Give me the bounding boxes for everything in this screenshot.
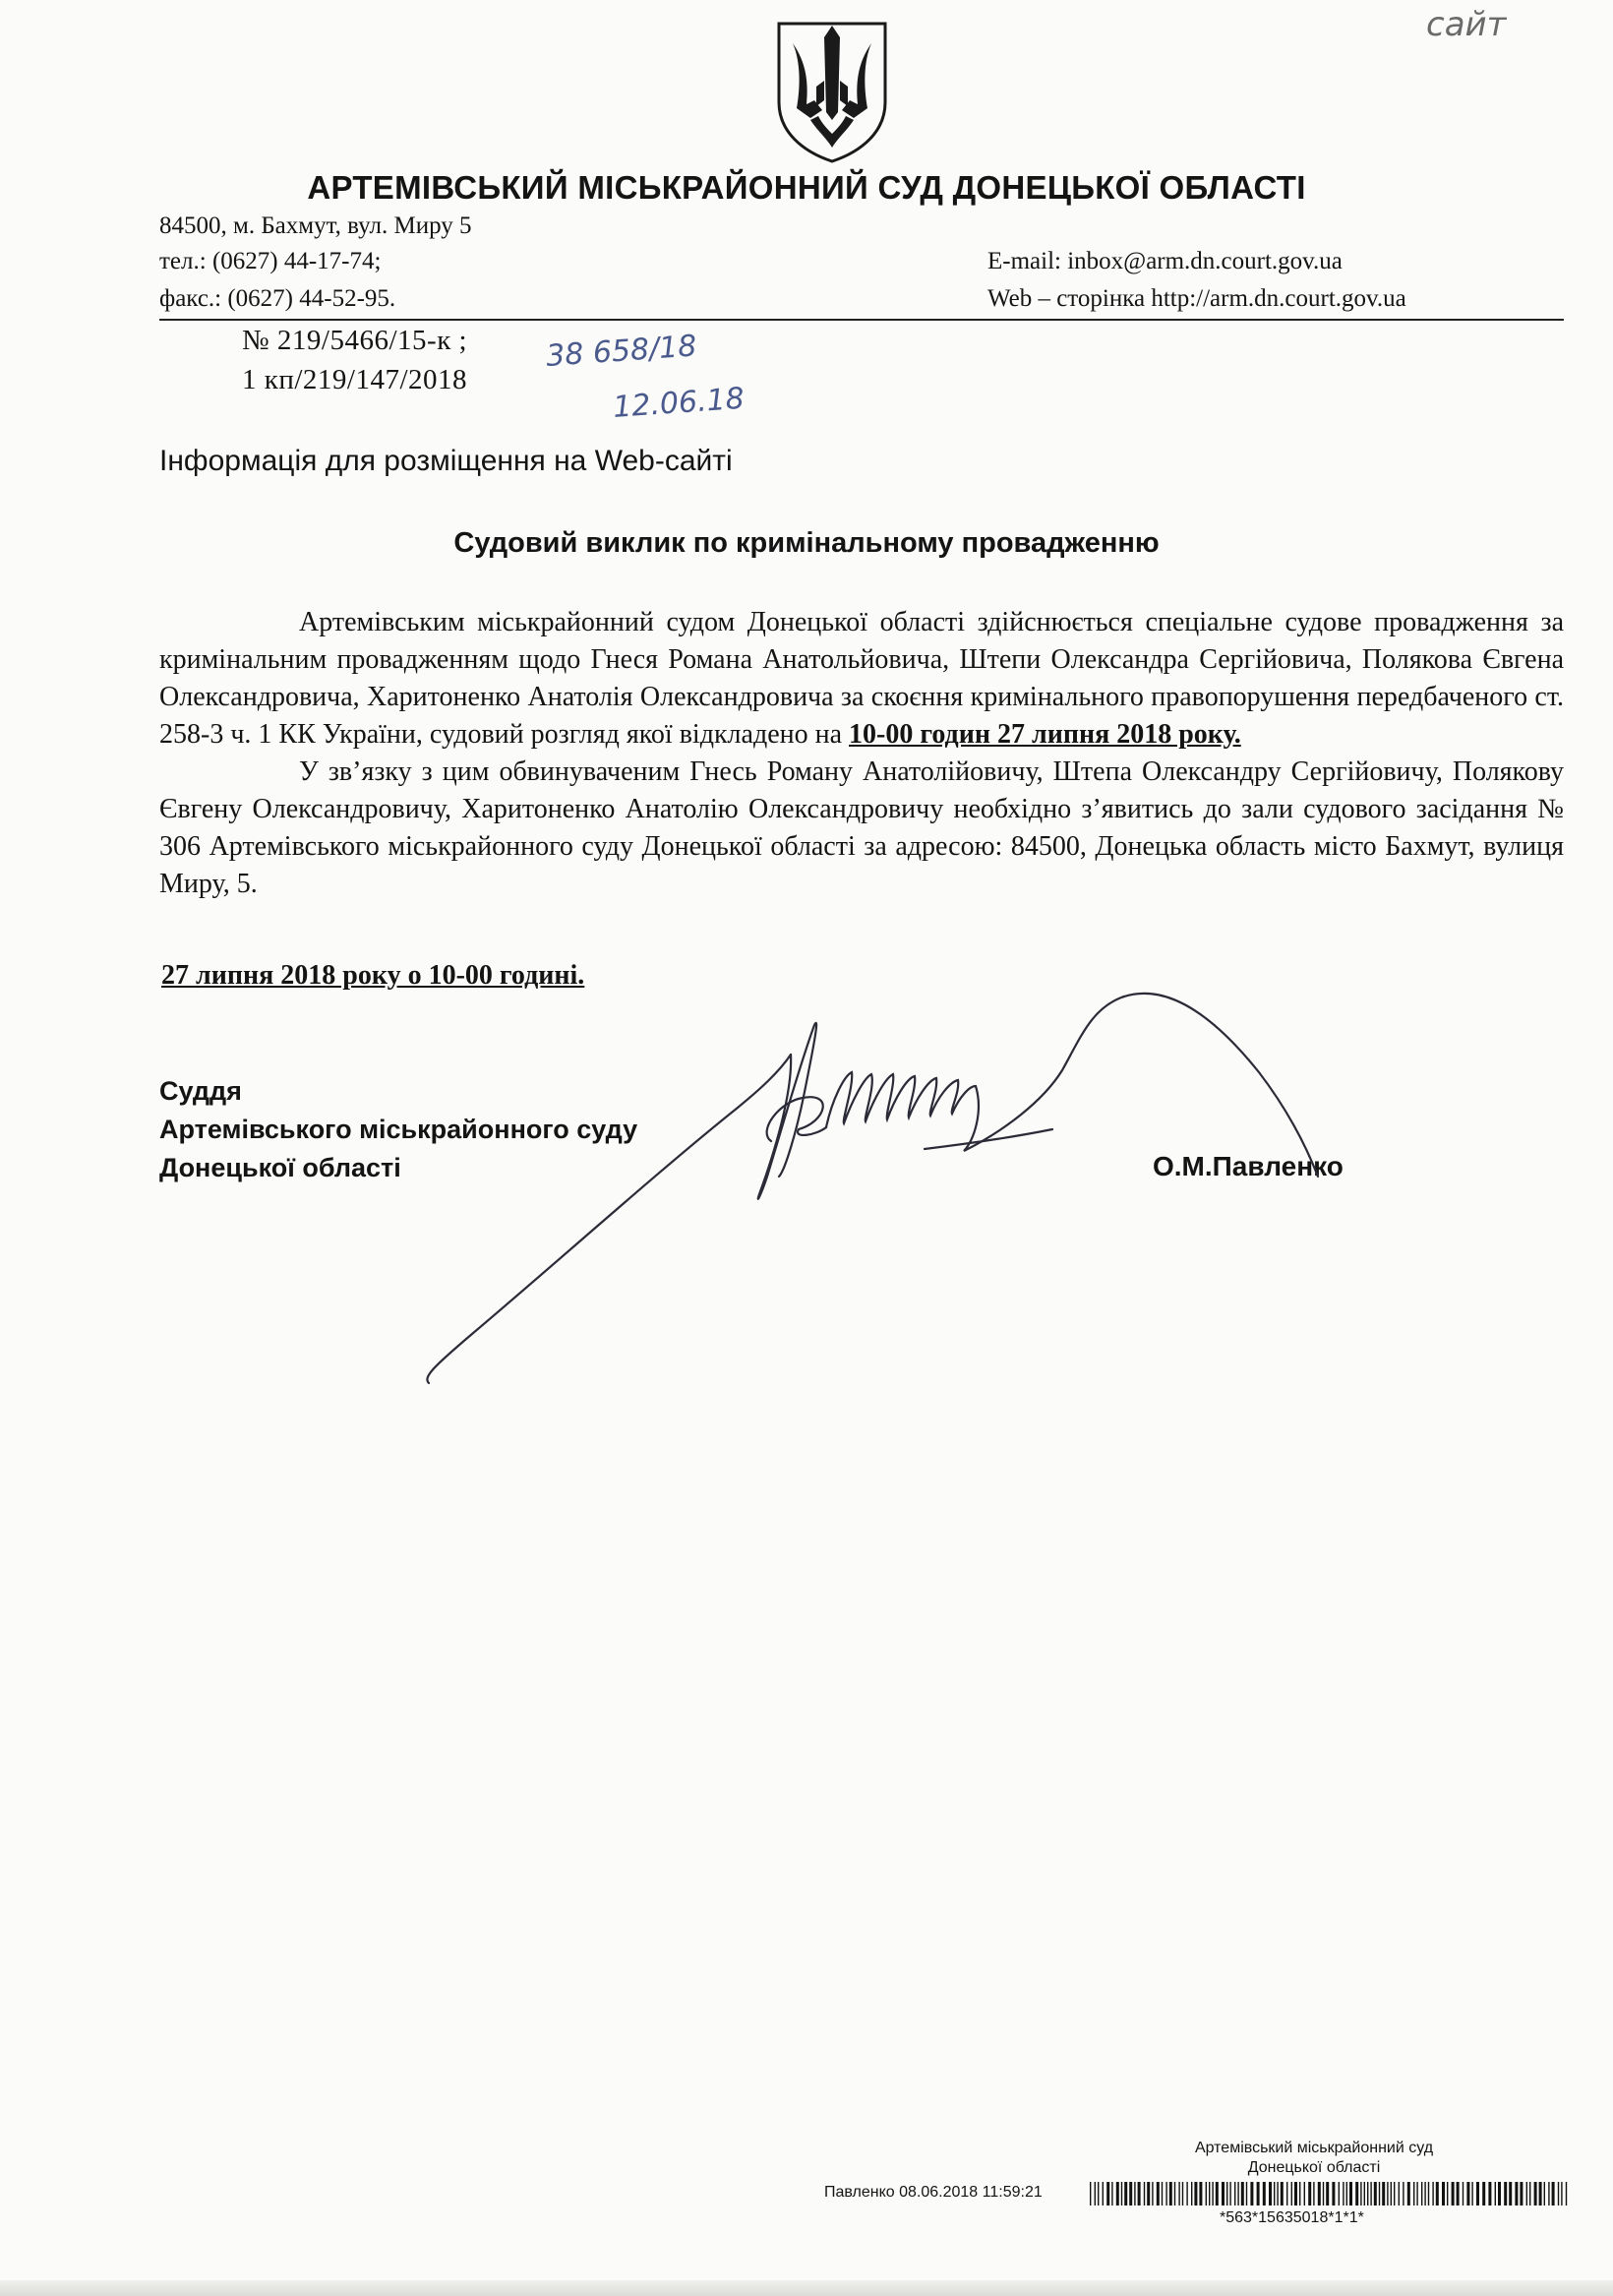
barcode-bar: [1471, 2182, 1472, 2205]
barcode-bar: [1106, 2182, 1109, 2205]
barcode-bar: [1263, 2182, 1266, 2205]
barcode-bar: [1178, 2182, 1179, 2205]
barcode-bar: [1394, 2182, 1395, 2205]
barcode-bar: [1413, 2182, 1414, 2205]
barcode-bar: [1382, 2182, 1385, 2205]
barcode-bar: [1098, 2182, 1099, 2205]
barcode-bar: [1552, 2182, 1555, 2205]
handwritten-registration-mark: [539, 321, 755, 429]
barcode-bar: [1360, 2182, 1361, 2205]
barcode-bar: [1526, 2182, 1527, 2205]
barcode-bar: [1364, 2182, 1365, 2205]
proceeding-number: 1 кп/219/147/2018: [242, 364, 468, 395]
barcode-bar: [1432, 2182, 1433, 2205]
court-name-header: АРТЕМІВСЬКИЙ МІСЬКРАЙОННИЙ СУД ДОНЕЦЬКОЇ ОБЛАСТІ: [307, 169, 1306, 206]
summons-paragraph-2: У зв’язку з цим обвинуваченим Гнесь Роману Анатолійовичу, Штепа Олександру Сергійовичу, Полякову Євгену Олександровичу, Харитоненко Анатолію Олександровичу необхідно з’явитись до зали судового засідання № 306 Артемівського міськрайонного суду Донецької області за адресою: 84500, Донецька область місто Бахмут, вулиця Миру, 5.: [159, 756, 1564, 899]
barcode-bar: [1194, 2182, 1197, 2205]
barcode-bar: [1124, 2182, 1127, 2205]
barcode-bar: [1147, 2182, 1150, 2205]
barcode-bar: [1222, 2182, 1225, 2205]
barcode-bar: [1162, 2182, 1163, 2205]
barcode-bar: [1281, 2182, 1284, 2205]
barcode-bar: [1544, 2182, 1545, 2205]
judge-title-line-1: Суддя: [159, 1076, 242, 1106]
barcode-bar: [1370, 2182, 1371, 2205]
barcode-bar: [1216, 2182, 1219, 2205]
corner-handwritten-note: [1416, 2, 1583, 47]
website-info-line: Інформація для розміщення на Web-сайті: [159, 445, 733, 477]
barcode-bar: [1332, 2182, 1335, 2205]
barcode-bar: [1116, 2182, 1119, 2205]
barcode-bar: [1103, 2182, 1104, 2205]
barcode-bar: [1157, 2182, 1160, 2205]
judge-title-line-3: Донецької області: [159, 1153, 401, 1182]
barcode-bar: [1246, 2182, 1247, 2205]
barcode-bar: [1286, 2182, 1287, 2205]
barcode-bar: [1407, 2182, 1410, 2205]
barcode-bar: [1495, 2182, 1496, 2205]
barcode-bar: [1436, 2182, 1439, 2205]
barcode-bar: [1346, 2182, 1347, 2205]
barcode-bar: [1520, 2182, 1523, 2205]
barcode-bar: [1250, 2182, 1253, 2205]
barcode-bar: [1379, 2182, 1380, 2205]
barcode-bar: [1339, 2182, 1340, 2205]
barcode-bar: [1452, 2182, 1455, 2205]
header-divider: [159, 319, 1564, 321]
barcode-bar: [1539, 2182, 1542, 2205]
judge-name: О.М.Павленко: [1153, 1151, 1344, 1181]
barcode-bar: [1349, 2182, 1352, 2205]
hearing-datetime-repeat: 27 липня 2018 року о 10-00 годині.: [161, 960, 585, 991]
summons-paragraph-1: [159, 604, 1564, 754]
barcode-bar: [1299, 2182, 1300, 2205]
barcode-bar: [1367, 2182, 1368, 2205]
barcode-bar: [1421, 2182, 1422, 2205]
barcode-bar: [1129, 2182, 1132, 2205]
barcode-bar: [1212, 2182, 1213, 2205]
barcode-bar: [1323, 2182, 1324, 2205]
barcode-bar: [1424, 2182, 1425, 2205]
barcode-bar: [1509, 2182, 1512, 2205]
barcode-bar: [1428, 2182, 1429, 2205]
barcode-bar: [1504, 2182, 1507, 2205]
barcode-bar: [1343, 2182, 1344, 2205]
barcode-bar: [1095, 2182, 1096, 2205]
scan-page-edge: [0, 2280, 1613, 2296]
barcode-bar: [1304, 2182, 1305, 2205]
barcode-bar: [1515, 2182, 1518, 2205]
stamp-court-line-1: Артемівський міськрайонний суд: [1194, 2140, 1434, 2156]
barcode-bar: [1399, 2182, 1400, 2205]
barcode-bar: [1152, 2182, 1153, 2205]
hearing-datetime: 10-00 годин 27 липня 2018 року.: [849, 719, 1241, 750]
barcode-bar: [1313, 2182, 1314, 2205]
barcode-bar: [1447, 2182, 1448, 2205]
court-address: 84500, м. Бахмут, вул. Миру 5: [159, 212, 472, 239]
barcode-bar: [1090, 2182, 1091, 2205]
barcode-bar: [1277, 2182, 1278, 2205]
barcode-bar: [1269, 2182, 1272, 2205]
barcode-bar: [1374, 2182, 1377, 2205]
document-title: Судовий виклик по кримінальному провадженню: [453, 527, 1160, 559]
barcode-bar: [1234, 2182, 1235, 2205]
barcode-number: *563*15635018*1*1*: [1220, 2209, 1364, 2226]
barcode-bar: [1226, 2182, 1227, 2205]
barcode-bar: [1561, 2182, 1562, 2205]
barcode-bar: [1457, 2182, 1460, 2205]
barcode-bar: [1191, 2182, 1192, 2205]
judge-signature: [413, 984, 1338, 1417]
barcode-bar: [1403, 2182, 1404, 2205]
barcode-bar: [1463, 2182, 1464, 2205]
barcode-bar: [1257, 2182, 1260, 2205]
corner-note-text: сайт: [1426, 5, 1507, 44]
barcode-bar: [1355, 2182, 1358, 2205]
handwritten-incoming-number: 38 658/18: [545, 329, 698, 374]
barcode-bar: [1566, 2182, 1567, 2205]
barcode-bar: [1318, 2182, 1321, 2205]
barcode-bar: [1165, 2182, 1166, 2205]
barcode-bar: [1476, 2182, 1479, 2205]
barcode-bar: [1387, 2182, 1388, 2205]
barcode-bar: [1111, 2182, 1112, 2205]
court-fax: факс.: (0627) 44-52-95.: [159, 285, 396, 312]
registration-stamp-user-time: Павленко 08.06.2018 11:59:21: [824, 2184, 1043, 2201]
barcode-bar: [1241, 2182, 1244, 2205]
barcode-bar: [1488, 2182, 1491, 2205]
barcode-bar: [1416, 2182, 1417, 2205]
barcode-bar: [1186, 2182, 1187, 2205]
barcode-bar: [1138, 2182, 1141, 2205]
barcode-bar: [1206, 2182, 1207, 2205]
ukraine-coat-of-arms-icon: [771, 18, 893, 165]
barcode-bar: [1326, 2182, 1329, 2205]
barcode-bar: [1182, 2182, 1183, 2205]
barcode-bar: [1466, 2182, 1469, 2205]
barcode-bar: [1534, 2182, 1537, 2205]
barcode-bar: [1548, 2182, 1549, 2205]
barcode-bar: [1199, 2182, 1202, 2205]
handwritten-incoming-date: 12.06.18: [612, 381, 746, 425]
barcode-bar: [1529, 2182, 1530, 2205]
stamp-court-line-2: Донецької області: [1247, 2159, 1381, 2176]
barcode-bar: [1294, 2182, 1297, 2205]
barcode-bar: [1391, 2182, 1392, 2205]
judge-title-line-2: Артемівського міськрайонного суду: [159, 1115, 638, 1144]
barcode-bar: [1121, 2182, 1122, 2205]
barcode-bar: [1308, 2182, 1311, 2205]
barcode-bar: [1482, 2182, 1485, 2205]
barcode-bar: [1229, 2182, 1230, 2205]
barcode-bar: [1558, 2182, 1559, 2205]
barcode-bar: [1169, 2182, 1172, 2205]
registration-barcode: [1090, 2182, 1568, 2205]
court-phone: тел.: (0627) 44-17-74;: [159, 248, 382, 274]
case-number: № 219/5466/15-к ;: [242, 325, 468, 356]
barcode-bar: [1209, 2182, 1210, 2205]
summons-body: [159, 604, 1564, 903]
court-email: E-mail: inbox@arm.dn.court.gov.ua: [987, 248, 1343, 274]
barcode-bar: [1144, 2182, 1145, 2205]
barcode-bar: [1274, 2182, 1275, 2205]
barcode-bar: [1174, 2182, 1175, 2205]
barcode-bar: [1134, 2182, 1135, 2205]
court-website: Web – сторінка http://arm.dn.court.gov.ua: [987, 285, 1406, 312]
barcode-bar: [1237, 2182, 1238, 2205]
registration-stamp-court: [1186, 2139, 1442, 2178]
barcode-bar: [1291, 2182, 1292, 2205]
paragraph-1-text: Артемівським міськрайонний судом Донецької області здійснюється спеціальне судове провадження за кримінальним провадженням щодо Гнеся Романа Анатольйовича, Штепи Олександра Сергійовича, Полякова Євгена Олександровича, Харитоненко Анатолія Олександровича за скоєння кримінального правопорушення передбаченого ст. 258-3 ч. 1 КК України, судовий розгляд якої відкладено на: [159, 607, 1564, 750]
barcode-bar: [1442, 2182, 1445, 2205]
barcode-bar: [1498, 2182, 1501, 2205]
